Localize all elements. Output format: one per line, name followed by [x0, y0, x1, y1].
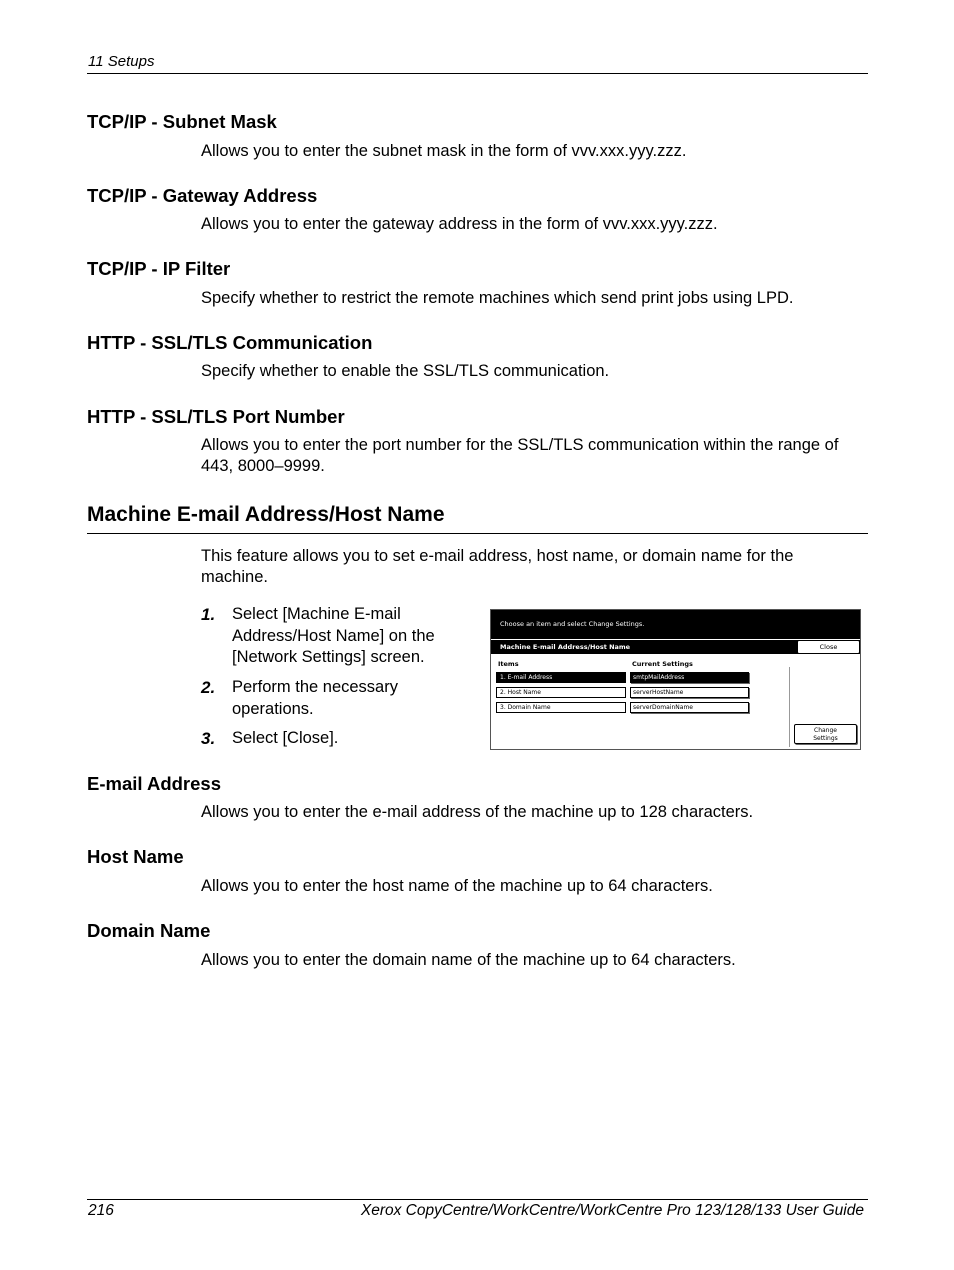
list-item[interactable]	[496, 687, 749, 698]
text-domain-name: Allows you to enter the domain name of the machine up to 64 characters.	[201, 951, 736, 969]
change-settings-line2: Settings	[813, 735, 838, 742]
close-button[interactable]: Close	[797, 640, 860, 654]
screenshot-machine-email	[490, 609, 861, 750]
change-settings-line1: Change	[814, 727, 837, 734]
step-number: 3.	[201, 729, 216, 748]
item-value: serverDomainName	[630, 702, 749, 713]
heading-host-name: Host Name	[87, 846, 184, 867]
footer-rule	[87, 1199, 868, 1200]
heading-ssl-communication: HTTP - SSL/TLS Communication	[87, 332, 373, 353]
column-header-items: Items	[498, 660, 519, 668]
text-ssl-port: Allows you to enter the port number for the SSL/TLS communication within the range of 443, 8000–9999.	[201, 436, 839, 475]
item-label: 1. E-mail Address	[496, 672, 626, 683]
section-intro: This feature allows you to set e-mail address, host name, or domain name for the machine.	[201, 547, 794, 586]
text-ip-filter: Specify whether to restrict the remote machines which send print jobs using LPD.	[201, 289, 794, 307]
text-ssl-communication: Specify whether to enable the SSL/TLS communication.	[201, 362, 610, 380]
heading-domain-name: Domain Name	[87, 920, 211, 941]
section-title: Machine E-mail Address/Host Name	[87, 503, 445, 526]
step-text: Perform the necessary operations.	[232, 678, 398, 718]
header-rule	[87, 73, 868, 74]
list-item[interactable]	[496, 702, 749, 713]
item-label: 3. Domain Name	[496, 702, 626, 713]
step-text: Select [Machine E-mail Address/Host Name] on the [Network Settings] screen.	[232, 605, 435, 666]
text-subnet-mask: Allows you to enter the subnet mask in the form of vvv.xxx.yyy.zzz.	[201, 142, 687, 160]
heading-ssl-port: HTTP - SSL/TLS Port Number	[87, 406, 345, 427]
item-label: 2. Host Name	[496, 687, 626, 698]
heading-ip-filter: TCP/IP - IP Filter	[87, 258, 231, 279]
step-number: 2.	[201, 678, 216, 697]
item-value: serverHostName	[630, 687, 749, 698]
item-value: smtpMailAddress	[630, 672, 749, 683]
step-text: Select [Close].	[232, 729, 339, 747]
text-host-name: Allows you to enter the host name of the machine up to 64 characters.	[201, 877, 713, 895]
section-rule	[87, 533, 868, 534]
heading-email-address: E-mail Address	[87, 773, 221, 794]
page-number: 216	[88, 1202, 114, 1219]
guide-title: Xerox CopyCentre/WorkCentre/WorkCentre Pro 123/128/133 User Guide	[360, 1202, 864, 1219]
screen-title: Machine E-mail Address/Host Name	[500, 643, 631, 651]
list-item[interactable]	[496, 672, 749, 683]
change-settings-button[interactable]	[794, 724, 857, 744]
screen-prompt: Choose an item and select Change Settings.	[500, 620, 645, 628]
screen-divider	[789, 667, 790, 747]
step-number: 1.	[201, 605, 216, 624]
header-chapter: 11 Setups	[88, 53, 155, 70]
heading-subnet-mask: TCP/IP - Subnet Mask	[87, 111, 277, 132]
text-email-address: Allows you to enter the e-mail address of the machine up to 128 characters.	[201, 803, 754, 821]
column-header-current: Current Settings	[632, 660, 693, 668]
heading-gateway-address: TCP/IP - Gateway Address	[87, 185, 318, 206]
text-gateway-address: Allows you to enter the gateway address in the form of vvv.xxx.yyy.zzz.	[201, 215, 718, 233]
